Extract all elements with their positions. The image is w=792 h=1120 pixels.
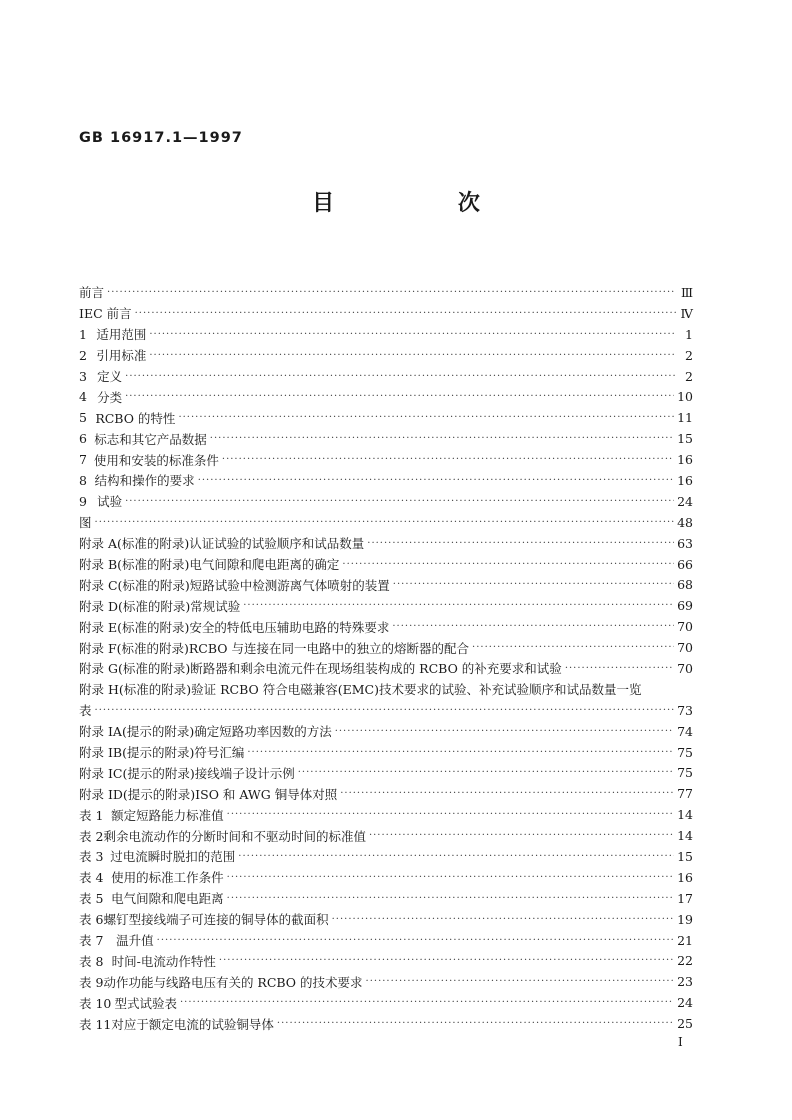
dot-leader bbox=[222, 454, 674, 465]
toc-entry-page: 75 bbox=[677, 744, 693, 760]
toc-entry[interactable] bbox=[79, 449, 693, 470]
toc-entry[interactable] bbox=[79, 595, 693, 616]
toc-entry-label: IEC 前言 bbox=[79, 306, 132, 322]
toc-entry-number: 9 bbox=[79, 493, 87, 509]
dot-leader bbox=[472, 642, 674, 653]
dot-leader bbox=[332, 914, 674, 925]
toc-entry-number: 表 7 bbox=[79, 933, 104, 949]
toc-entry[interactable] bbox=[79, 825, 693, 846]
dot-leader bbox=[198, 475, 674, 486]
toc-entry-label: 附录 A(标准的附录)认证试验的试验顺序和试品数量 bbox=[79, 536, 365, 552]
toc-entry-number: 表 2 bbox=[79, 828, 104, 844]
toc-entry-page: 21 bbox=[677, 932, 693, 948]
dot-leader bbox=[247, 747, 674, 758]
toc-entry-page: 69 bbox=[677, 598, 693, 614]
toc-entry[interactable] bbox=[79, 282, 693, 303]
toc-entry-label: RCBO 的特性 bbox=[95, 410, 176, 426]
toc-entry-page: 17 bbox=[677, 890, 693, 906]
toc-entry-number: 2 bbox=[79, 347, 87, 363]
toc-entry-page: 63 bbox=[677, 535, 693, 551]
toc-entry-label: 附录 H(标准的附录)验证 RCBO 符合电磁兼容(EMC)技术要求的试验、补充试验顺序和试品数量一览 bbox=[79, 682, 642, 698]
toc-entry-label: 附录 IC(提示的附录)接线端子设计示例 bbox=[79, 765, 295, 781]
dot-leader bbox=[95, 705, 675, 716]
toc-entry-page: 70 bbox=[677, 660, 693, 676]
dot-leader bbox=[392, 621, 674, 632]
toc-entry-label: 使用的标准工作条件 bbox=[111, 870, 224, 886]
toc-entry-label: 引用标准 bbox=[96, 348, 147, 364]
toc-entry[interactable] bbox=[79, 554, 693, 575]
toc-entry-label: 使用和安装的标准条件 bbox=[93, 452, 219, 468]
toc-entry[interactable] bbox=[79, 574, 693, 595]
toc-entry[interactable] bbox=[79, 533, 693, 554]
toc-entry[interactable] bbox=[79, 992, 693, 1013]
dot-leader bbox=[243, 600, 674, 611]
toc-entry-number: 8 bbox=[79, 472, 87, 488]
toc-entry-label: 适用范围 bbox=[96, 327, 147, 343]
dot-leader bbox=[125, 391, 674, 402]
toc-entry-label: 对应于额定电流的试验铜导体 bbox=[111, 1016, 274, 1032]
toc-entry[interactable] bbox=[79, 888, 693, 909]
toc-entry[interactable] bbox=[79, 658, 693, 679]
dot-leader bbox=[227, 893, 674, 904]
toc-entry[interactable] bbox=[79, 303, 693, 324]
toc-entry-label: 试验 bbox=[97, 494, 123, 510]
toc-entry-label: 温升值 bbox=[116, 933, 154, 949]
toc-entry-number: 表 9 bbox=[79, 974, 104, 990]
dot-leader bbox=[149, 350, 676, 361]
toc-entry-label: 前言 bbox=[79, 285, 105, 301]
dot-leader bbox=[227, 809, 674, 820]
dot-leader bbox=[210, 433, 674, 444]
toc-entry-number: 4 bbox=[79, 389, 87, 405]
toc-entry-page: 66 bbox=[677, 556, 693, 572]
dot-leader bbox=[107, 287, 676, 298]
toc-entry-label: 附录 ID(提示的附录)ISO 和 AWG 铜导体对照 bbox=[79, 786, 338, 802]
toc-entry[interactable] bbox=[79, 491, 693, 512]
toc-entry-number: 7 bbox=[79, 452, 87, 468]
toc-entry[interactable] bbox=[79, 407, 693, 428]
toc-entry-page: 2 bbox=[685, 347, 693, 363]
toc-entry-label: 附录 C(标准的附录)短路试验中检测游离气体喷射的装置 bbox=[79, 577, 390, 593]
toc-entry[interactable] bbox=[79, 742, 693, 763]
toc-entry-number: 表 10 bbox=[79, 995, 112, 1011]
toc-entry-page: 10 bbox=[677, 389, 693, 405]
toc-entry-page: 77 bbox=[677, 786, 693, 802]
toc-entry[interactable] bbox=[79, 700, 693, 721]
toc-entry[interactable] bbox=[79, 762, 693, 783]
toc-entry-page: 75 bbox=[677, 765, 693, 781]
toc-entry-label: 动作功能与线路电压有关的 RCBO 的技术要求 bbox=[103, 974, 363, 990]
toc-entry[interactable] bbox=[79, 345, 693, 366]
toc-entry-page: 16 bbox=[677, 869, 693, 885]
toc-entry-page: 73 bbox=[677, 702, 693, 718]
dot-leader bbox=[238, 851, 674, 862]
toc-entry[interactable] bbox=[79, 637, 693, 658]
toc-entry-number: 3 bbox=[79, 368, 87, 384]
toc-entry-page: 16 bbox=[677, 452, 693, 468]
toc-entry-label: 分类 bbox=[97, 389, 123, 405]
toc-entry-label: 标志和其它产品数据 bbox=[94, 431, 207, 447]
toc-entry-label: 过电流瞬时脱扣的范围 bbox=[110, 849, 236, 865]
toc-entry-page: 15 bbox=[677, 848, 693, 864]
toc-entry-page: 23 bbox=[677, 974, 693, 990]
dot-leader bbox=[393, 579, 674, 590]
toc-entry-page: 74 bbox=[677, 723, 693, 739]
toc-entry-number: 1 bbox=[79, 326, 87, 342]
table-of-contents bbox=[79, 282, 693, 1034]
dot-leader bbox=[95, 517, 675, 528]
toc-entry[interactable] bbox=[79, 804, 693, 825]
toc-entry-label: 附录 IA(提示的附录)确定短路功率因数的方法 bbox=[79, 724, 332, 740]
toc-entry-number: 5 bbox=[79, 410, 87, 426]
toc-entry-label: 螺钉型接线端子可连接的铜导体的截面积 bbox=[103, 912, 329, 928]
toc-entry[interactable] bbox=[79, 428, 693, 449]
toc-entry-label: 图 bbox=[79, 515, 92, 531]
toc-entry[interactable] bbox=[79, 616, 693, 637]
toc-entry-page: Ⅳ bbox=[680, 305, 693, 321]
toc-entry[interactable] bbox=[79, 386, 693, 407]
toc-entry-label: 附录 F(标准的附录)RCBO 与连接在同一电路中的独立的熔断器的配合 bbox=[79, 640, 470, 656]
standard-code: GB 16917.1—1997 bbox=[79, 130, 243, 146]
toc-entry-page: 68 bbox=[677, 577, 693, 593]
dot-leader bbox=[366, 976, 675, 987]
toc-entry[interactable] bbox=[79, 1013, 693, 1034]
dot-leader bbox=[277, 1018, 674, 1029]
toc-entry[interactable] bbox=[79, 951, 693, 972]
toc-entry-label: 时间-电流动作特性 bbox=[111, 953, 216, 969]
dot-leader bbox=[178, 412, 674, 423]
toc-entry[interactable] bbox=[79, 512, 693, 533]
toc-entry-page: 22 bbox=[677, 953, 693, 969]
toc-entry-label: 电气间隙和爬电距离 bbox=[111, 891, 224, 907]
toc-entry-number: 表 5 bbox=[79, 891, 104, 907]
toc-entry[interactable] bbox=[79, 366, 693, 387]
toc-entry-number: 表 1 bbox=[79, 807, 104, 823]
toc-entry-page: 14 bbox=[677, 807, 693, 823]
toc-entry-number: 表 3 bbox=[79, 849, 104, 865]
toc-entry-page: 24 bbox=[677, 995, 693, 1011]
dot-leader bbox=[219, 955, 674, 966]
dot-leader bbox=[335, 726, 674, 737]
page-number: I bbox=[678, 1035, 683, 1049]
toc-entry-number: 表 8 bbox=[79, 953, 104, 969]
toc-entry-page: 48 bbox=[677, 514, 693, 530]
dot-leader bbox=[369, 830, 674, 841]
dot-leader bbox=[157, 935, 674, 946]
toc-entry-label: 附录 D(标准的附录)常规试验 bbox=[79, 598, 241, 614]
toc-entry-label: 表 bbox=[79, 703, 92, 719]
toc-entry-page: 1 bbox=[685, 326, 693, 342]
toc-entry-page: 16 bbox=[677, 472, 693, 488]
toc-entry-page: 14 bbox=[677, 828, 693, 844]
dot-leader bbox=[125, 496, 674, 507]
toc-entry[interactable] bbox=[79, 470, 693, 491]
toc-entry-label: 剩余电流动作的分断时间和不驱动时间的标准值 bbox=[103, 828, 366, 844]
toc-entry[interactable] bbox=[79, 930, 693, 951]
dot-leader bbox=[340, 788, 674, 799]
toc-entry-page: Ⅲ bbox=[680, 284, 693, 300]
toc-entry[interactable] bbox=[79, 324, 693, 345]
toc-entry[interactable] bbox=[79, 971, 693, 992]
toc-entry-page: 11 bbox=[677, 410, 693, 426]
dot-leader bbox=[125, 371, 676, 382]
dot-leader bbox=[180, 997, 674, 1008]
toc-entry-page: 25 bbox=[677, 1016, 693, 1032]
toc-entry-label: 额定短路能力标准值 bbox=[111, 807, 224, 823]
toc-entry-label: 结构和操作的要求 bbox=[94, 473, 195, 489]
toc-entry-label: 定义 bbox=[97, 369, 123, 384]
toc-entry-label: 附录 B(标准的附录)电气间隙和爬电距离的确定 bbox=[79, 557, 340, 573]
dot-leader bbox=[298, 767, 674, 778]
toc-entry-label: 附录 E(标准的附录)安全的特低电压辅助电路的特殊要求 bbox=[79, 619, 390, 635]
dot-leader bbox=[135, 308, 676, 319]
dot-leader bbox=[565, 663, 674, 674]
toc-entry-page: 70 bbox=[677, 619, 693, 635]
toc-entry[interactable] bbox=[79, 846, 693, 867]
toc-entry-number: 6 bbox=[79, 431, 87, 447]
toc-entry-number: 表 4 bbox=[79, 870, 104, 886]
toc-entry[interactable] bbox=[79, 679, 693, 700]
toc-entry[interactable] bbox=[79, 909, 693, 930]
dot-leader bbox=[227, 872, 674, 883]
toc-entry[interactable] bbox=[79, 783, 693, 804]
toc-entry-label: 附录 IB(提示的附录)符号汇编 bbox=[79, 745, 245, 761]
toc-entry-number: 表 6 bbox=[79, 912, 104, 928]
toc-entry-page: 24 bbox=[677, 493, 693, 509]
page-title: 目 次 bbox=[312, 191, 538, 216]
toc-entry-label: 附录 G(标准的附录)断路器和剩余电流元件在现场组装构成的 RCBO 的补充要求和试验 bbox=[79, 661, 562, 677]
toc-entry-page: 70 bbox=[677, 640, 693, 656]
toc-entry-label: 型式试验表 bbox=[114, 995, 177, 1011]
dot-leader bbox=[367, 538, 674, 549]
dot-leader bbox=[342, 559, 674, 570]
toc-entry-number: 表 11 bbox=[79, 1016, 112, 1032]
toc-entry-page: 15 bbox=[677, 431, 693, 447]
dot-leader bbox=[149, 329, 676, 340]
toc-entry[interactable] bbox=[79, 867, 693, 888]
toc-entry[interactable] bbox=[79, 721, 693, 742]
toc-entry-page: 2 bbox=[685, 368, 693, 384]
toc-entry-page: 19 bbox=[677, 911, 693, 927]
